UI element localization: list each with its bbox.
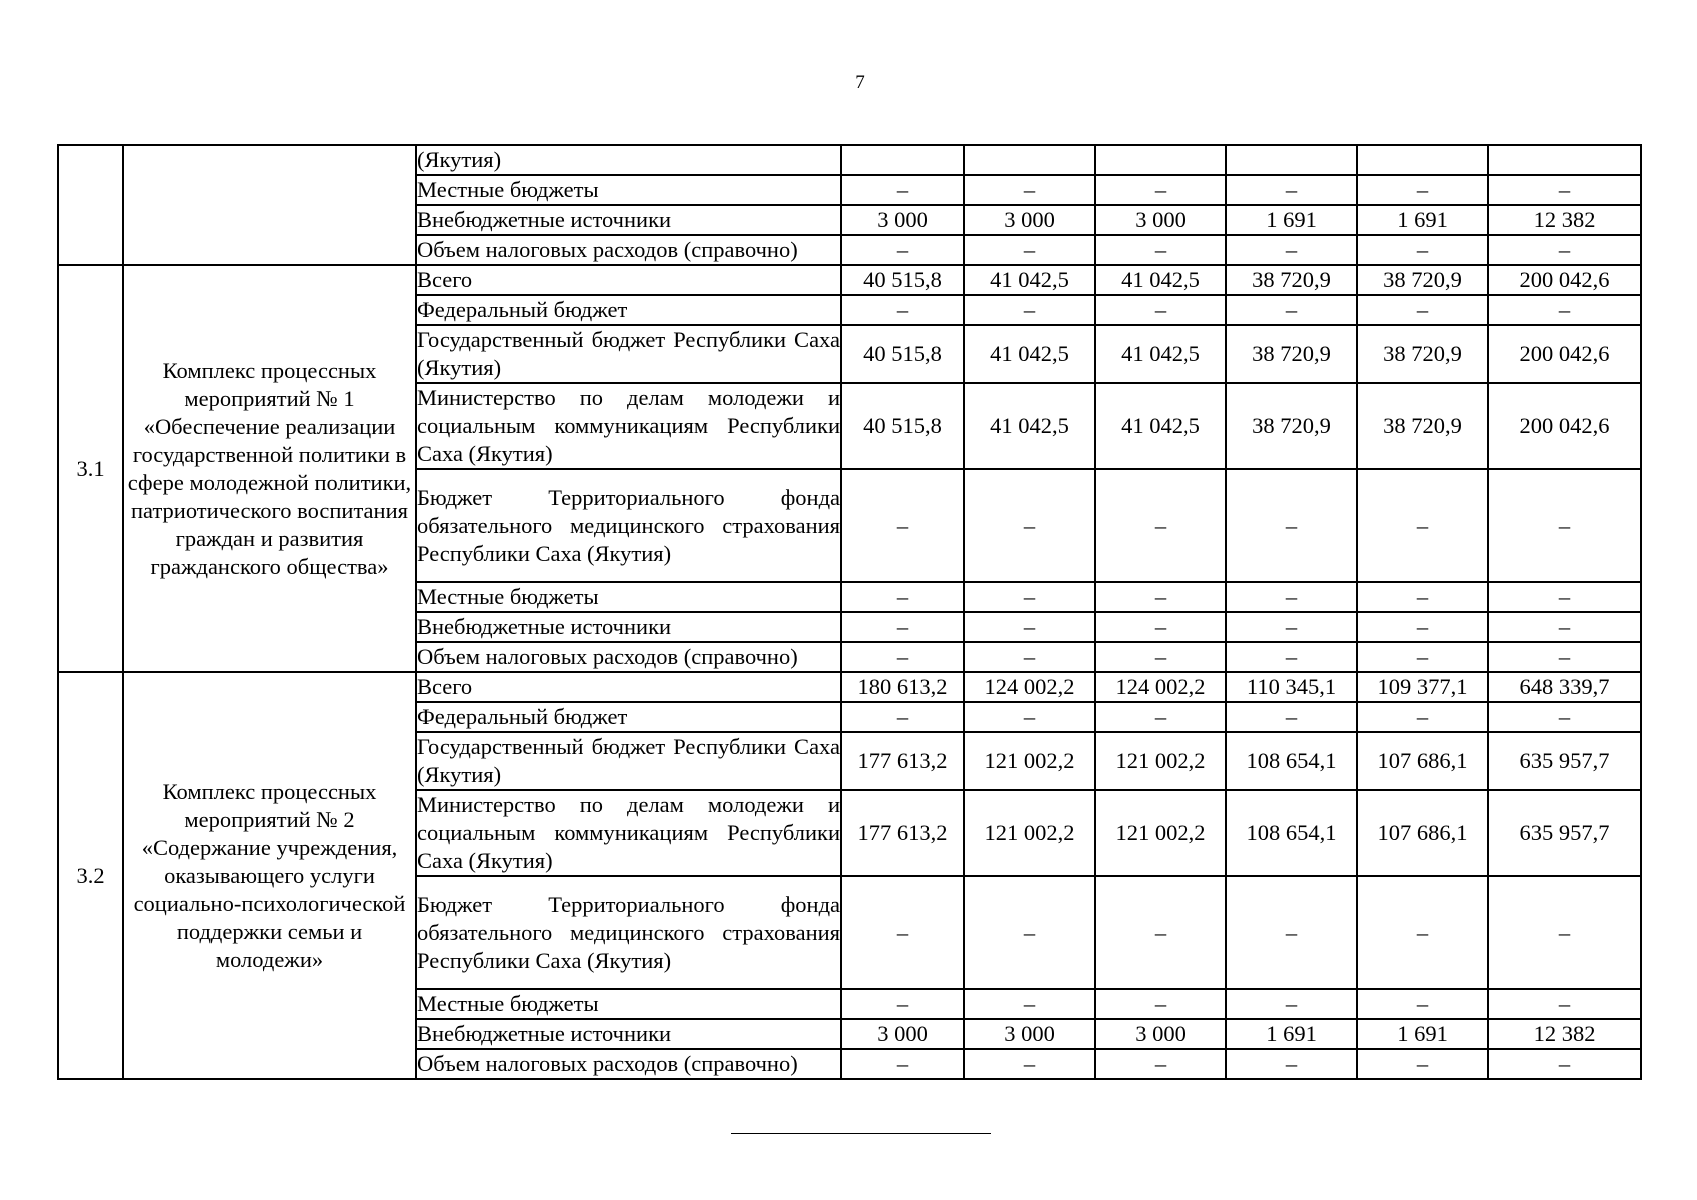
value-cell: – — [1357, 876, 1488, 989]
value-cell: 108 654,1 — [1226, 732, 1357, 790]
value-cell: – — [1226, 642, 1357, 672]
value-cell: – — [1488, 175, 1641, 205]
value-cell: – — [1488, 1049, 1641, 1079]
value-cell: 41 042,5 — [1095, 265, 1226, 295]
budget-table — [57, 144, 1642, 1080]
value-cell: 41 042,5 — [964, 325, 1095, 383]
value-cell: – — [1095, 235, 1226, 265]
value-cell: 38 720,9 — [1226, 265, 1357, 295]
value-cell: – — [1488, 876, 1641, 989]
value-cell: 110 345,1 — [1226, 672, 1357, 702]
value-cell: 121 002,2 — [964, 732, 1095, 790]
value-cell: – — [1226, 295, 1357, 325]
value-cell: – — [1357, 989, 1488, 1019]
value-cell: 38 720,9 — [1357, 265, 1488, 295]
measure-name-cell: Комплекс процессных мероприятий № 1 «Обеспечение реализации государственной политики в сфере молодежной политики, патриотического воспитания граждан и развития гражданского общества» — [123, 265, 416, 672]
funding-source: Государственный бюджет Республики Саха (Якутия) — [416, 325, 841, 383]
value-cell: – — [964, 612, 1095, 642]
funding-source: Бюджет Территориального фонда обязательного медицинского страхования Республики Саха (Якутия) — [416, 876, 841, 989]
value-cell: 121 002,2 — [1095, 732, 1226, 790]
value-cell: 38 720,9 — [1357, 325, 1488, 383]
funding-source: Внебюджетные источники — [416, 205, 841, 235]
value-cell: – — [1226, 235, 1357, 265]
value-cell: – — [1357, 612, 1488, 642]
value-cell — [964, 145, 1095, 175]
value-cell: 38 720,9 — [1226, 383, 1357, 469]
funding-source: Всего — [416, 672, 841, 702]
funding-source: Внебюджетные источники — [416, 1019, 841, 1049]
value-cell: – — [1488, 582, 1641, 612]
value-cell: – — [1488, 642, 1641, 672]
value-cell: – — [1357, 702, 1488, 732]
value-cell: – — [1095, 582, 1226, 612]
value-cell: 41 042,5 — [1095, 325, 1226, 383]
value-cell: – — [1226, 989, 1357, 1019]
measure-name-cell: Комплекс процессных мероприятий № 2 «Содержание учреждения, оказывающего услуги социально-психологической поддержки семьи и молодежи» — [123, 672, 416, 1079]
value-cell: – — [841, 876, 964, 989]
value-cell: 3 000 — [1095, 1019, 1226, 1049]
value-cell: – — [964, 235, 1095, 265]
value-cell: 40 515,8 — [841, 325, 964, 383]
value-cell: 38 720,9 — [1226, 325, 1357, 383]
value-cell: – — [841, 642, 964, 672]
value-cell: – — [1095, 702, 1226, 732]
value-cell: 41 042,5 — [964, 265, 1095, 295]
value-cell: 3 000 — [964, 1019, 1095, 1049]
funding-source: Объем налоговых расходов (справочно) — [416, 642, 841, 672]
funding-source: Государственный бюджет Республики Саха (Якутия) — [416, 732, 841, 790]
value-cell: 109 377,1 — [1357, 672, 1488, 702]
funding-source: Министерство по делам молодежи и социальным коммуникациям Республики Саха (Якутия) — [416, 383, 841, 469]
value-cell: – — [841, 612, 964, 642]
value-cell: – — [841, 235, 964, 265]
value-cell: – — [1226, 702, 1357, 732]
value-cell: – — [1226, 1049, 1357, 1079]
value-cell: – — [964, 295, 1095, 325]
funding-source: Министерство по делам молодежи и социальным коммуникациям Республики Саха (Якутия) — [416, 790, 841, 876]
value-cell: – — [1357, 235, 1488, 265]
funding-source: Федеральный бюджет — [416, 702, 841, 732]
value-cell: 200 042,6 — [1488, 265, 1641, 295]
table-row — [58, 672, 1641, 702]
funding-source: Внебюджетные источники — [416, 612, 841, 642]
row-number-cell: 3.1 — [58, 265, 123, 672]
value-cell: – — [1095, 175, 1226, 205]
value-cell: – — [1357, 469, 1488, 582]
value-cell: 200 042,6 — [1488, 383, 1641, 469]
value-cell: 177 613,2 — [841, 790, 964, 876]
value-cell: – — [964, 175, 1095, 205]
value-cell: – — [1095, 295, 1226, 325]
value-cell: – — [1488, 612, 1641, 642]
table-row — [58, 145, 1641, 175]
bottom-divider — [731, 1133, 991, 1134]
value-cell — [1488, 145, 1641, 175]
value-cell: 12 382 — [1488, 1019, 1641, 1049]
value-cell: 121 002,2 — [964, 790, 1095, 876]
value-cell: – — [1226, 876, 1357, 989]
value-cell: – — [1226, 582, 1357, 612]
value-cell: – — [1095, 642, 1226, 672]
value-cell: – — [1095, 469, 1226, 582]
value-cell: 1 691 — [1226, 205, 1357, 235]
value-cell: 1 691 — [1226, 1019, 1357, 1049]
value-cell: – — [964, 989, 1095, 1019]
value-cell — [1095, 145, 1226, 175]
value-cell: – — [1357, 1049, 1488, 1079]
value-cell: – — [1357, 642, 1488, 672]
value-cell: – — [1488, 295, 1641, 325]
value-cell: – — [1488, 989, 1641, 1019]
value-cell: 12 382 — [1488, 205, 1641, 235]
value-cell: – — [1226, 469, 1357, 582]
value-cell — [841, 145, 964, 175]
value-cell: 1 691 — [1357, 205, 1488, 235]
value-cell: – — [964, 1049, 1095, 1079]
funding-source: Всего — [416, 265, 841, 295]
value-cell: 635 957,7 — [1488, 732, 1641, 790]
value-cell: 200 042,6 — [1488, 325, 1641, 383]
funding-source: Объем налоговых расходов (справочно) — [416, 235, 841, 265]
funding-source: Объем налоговых расходов (справочно) — [416, 1049, 841, 1079]
value-cell — [1357, 145, 1488, 175]
value-cell: 108 654,1 — [1226, 790, 1357, 876]
value-cell: – — [841, 295, 964, 325]
value-cell: 3 000 — [841, 1019, 964, 1049]
value-cell: – — [841, 469, 964, 582]
funding-source: (Якутия) — [416, 145, 841, 175]
funding-source: Местные бюджеты — [416, 175, 841, 205]
value-cell: 124 002,2 — [964, 672, 1095, 702]
value-cell: – — [1488, 702, 1641, 732]
value-cell: – — [841, 702, 964, 732]
value-cell: – — [1357, 175, 1488, 205]
value-cell: 177 613,2 — [841, 732, 964, 790]
value-cell — [1226, 145, 1357, 175]
table-row — [58, 265, 1641, 295]
value-cell: – — [1095, 612, 1226, 642]
funding-source: Местные бюджеты — [416, 582, 841, 612]
value-cell: 180 613,2 — [841, 672, 964, 702]
value-cell: 124 002,2 — [1095, 672, 1226, 702]
value-cell: – — [841, 175, 964, 205]
value-cell: – — [1095, 989, 1226, 1019]
page-number: 7 — [855, 72, 865, 93]
value-cell: – — [1488, 469, 1641, 582]
value-cell: – — [1095, 1049, 1226, 1079]
value-cell: 40 515,8 — [841, 265, 964, 295]
measure-name-cell — [123, 145, 416, 265]
value-cell: – — [1226, 612, 1357, 642]
value-cell: – — [1357, 295, 1488, 325]
funding-source: Местные бюджеты — [416, 989, 841, 1019]
value-cell: – — [841, 1049, 964, 1079]
value-cell: – — [964, 469, 1095, 582]
row-number-cell — [58, 145, 123, 265]
value-cell: – — [1226, 175, 1357, 205]
value-cell: 3 000 — [964, 205, 1095, 235]
funding-source: Федеральный бюджет — [416, 295, 841, 325]
value-cell: – — [964, 702, 1095, 732]
value-cell: 635 957,7 — [1488, 790, 1641, 876]
value-cell: – — [1095, 876, 1226, 989]
value-cell: – — [841, 582, 964, 612]
value-cell: 3 000 — [841, 205, 964, 235]
value-cell: 40 515,8 — [841, 383, 964, 469]
value-cell: – — [964, 876, 1095, 989]
value-cell: – — [1488, 235, 1641, 265]
value-cell: – — [964, 582, 1095, 612]
value-cell: – — [964, 642, 1095, 672]
value-cell: 41 042,5 — [1095, 383, 1226, 469]
value-cell: 121 002,2 — [1095, 790, 1226, 876]
value-cell: – — [841, 989, 964, 1019]
value-cell: 3 000 — [1095, 205, 1226, 235]
value-cell: – — [1357, 582, 1488, 612]
value-cell: 648 339,7 — [1488, 672, 1641, 702]
value-cell: 38 720,9 — [1357, 383, 1488, 469]
value-cell: 1 691 — [1357, 1019, 1488, 1049]
value-cell: 107 686,1 — [1357, 790, 1488, 876]
value-cell: 41 042,5 — [964, 383, 1095, 469]
funding-source: Бюджет Территориального фонда обязательного медицинского страхования Республики Саха (Якутия) — [416, 469, 841, 582]
row-number-cell: 3.2 — [58, 672, 123, 1079]
value-cell: 107 686,1 — [1357, 732, 1488, 790]
